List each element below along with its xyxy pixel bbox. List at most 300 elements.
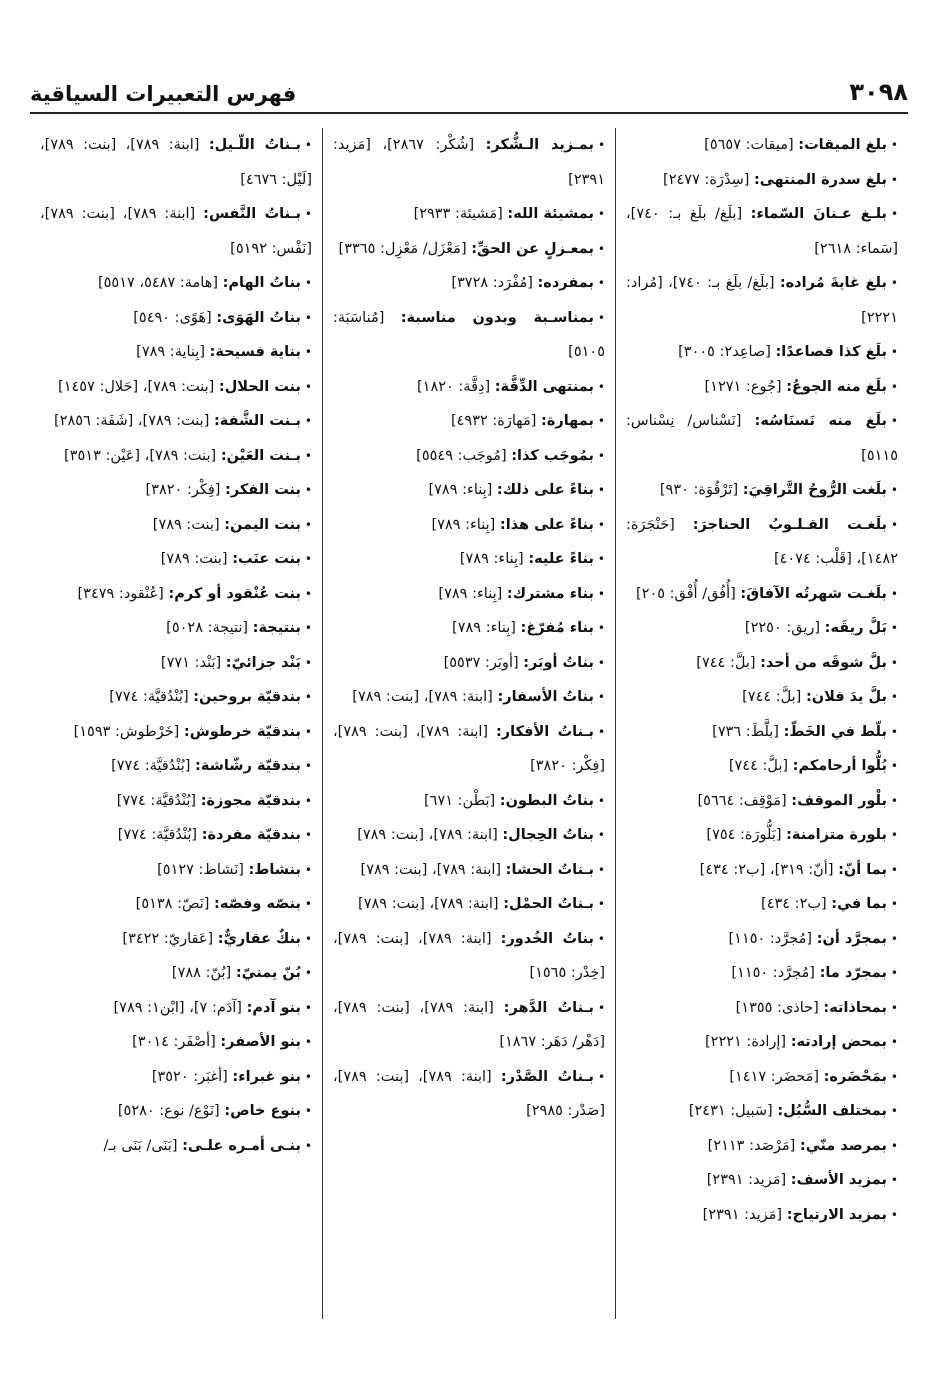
bullet-icon: •: [597, 621, 605, 635]
index-entry: [40, 508, 312, 543]
entry-reference: [أصْفَر: ٣٠١٤]: [132, 1034, 216, 1050]
index-entry: [626, 818, 898, 853]
index-entry: [40, 1129, 312, 1164]
entry-reference: [بَنْد: ٧٧١]: [160, 654, 222, 671]
entry-reference: [سِدْرَة: ٢٤٧٧]: [663, 171, 750, 188]
index-entry: [333, 887, 605, 922]
entry-reference: [حَنْجَرَة: ١٤٨٢]، [قَلْب: ٤٠٧٤]: [626, 516, 898, 567]
index-entry: [40, 646, 312, 681]
bullet-icon: •: [304, 931, 312, 946]
entry-phrase: بـناتُ الحشا:: [505, 861, 594, 878]
entry-phrase: بناتُ الأسفار:: [497, 689, 594, 705]
index-entry: [333, 922, 605, 991]
index-entry: [40, 473, 312, 508]
index-entry: [40, 542, 312, 577]
entry-phrase: بناءً على هذا:: [499, 516, 594, 533]
bullet-icon: •: [597, 828, 605, 842]
running-title: فهرس التعبيرات السياقية: [30, 82, 297, 106]
entry-reference: [مَشيئة: ٢٩٣٣]: [413, 206, 503, 222]
index-entry: [333, 370, 605, 405]
bullet-icon: •: [890, 966, 898, 980]
entry-reference: [مُوجَب: ٥٥٤٩]: [416, 447, 507, 464]
bullet-icon: •: [597, 655, 605, 670]
bullet-icon: •: [890, 690, 898, 704]
bullet-icon: •: [304, 414, 312, 428]
entry-phrase: بمُوجَب كذا:: [511, 447, 594, 464]
entry-phrase: بلَغ منه الجوعُ:: [786, 378, 887, 395]
entry-reference: [نتيجة: ٥٠٢٨]: [166, 620, 249, 636]
bullet-icon: •: [890, 724, 898, 739]
bullet-icon: •: [304, 724, 312, 739]
entry-phrase: بمجرّد ما:: [819, 965, 887, 981]
index-entry: [40, 1025, 312, 1060]
entry-phrase: بمزيد الأسف:: [790, 1172, 887, 1188]
entry-phrase: بمحض إرادته:: [790, 1034, 887, 1050]
bullet-icon: •: [304, 552, 312, 566]
entry-reference: [مُناسَبَة: ٥١٠٥]: [333, 309, 605, 360]
index-entry: [626, 473, 898, 508]
entry-reference: [بلَّطَ: ٧٣٦]: [712, 723, 779, 740]
entry-phrase: بما في:: [831, 896, 887, 912]
entry-reference: [ابنة: ٧٨٩]، [بنت: ٧٨٩]، [خِدْر: ١٥٦٥]: [333, 930, 605, 981]
bullet-icon: •: [597, 276, 605, 290]
index-entry: [333, 646, 605, 681]
entry-reference: [مَزيد: ٢٣٩١]: [706, 1172, 787, 1188]
entry-phrase: بلغ الميقات:: [798, 137, 887, 153]
entry-phrase: بلَغت الرُّوحُ التَّراقِيَ:: [742, 482, 887, 498]
bullet-icon: •: [304, 138, 312, 152]
entry-phrase: بـناتُ الدَّهر:: [503, 999, 594, 1016]
bullet-icon: •: [304, 621, 312, 635]
bullet-icon: •: [304, 586, 312, 601]
entry-reference: [بلَّ: ٧٤٤]: [728, 758, 789, 774]
entry-reference: [ابنة: ٧٨٩]، [بنت: ٧٨٩]، [لَيْل: ٤٦٧٦]: [40, 137, 312, 188]
entry-phrase: بندقيّة بروحين:: [193, 689, 301, 705]
entry-reference: [نَشاط: ٥١٢٧]: [157, 861, 244, 878]
bullet-icon: •: [597, 310, 605, 325]
bullet-icon: •: [304, 862, 312, 877]
bullet-icon: •: [304, 655, 312, 670]
entry-phrase: بمفرده:: [537, 275, 594, 291]
bullet-icon: •: [890, 1138, 898, 1153]
entry-phrase: بناتُ الحِجال:: [502, 827, 594, 843]
index-entry: [333, 1060, 605, 1129]
index-entry: [40, 784, 312, 819]
bullet-icon: •: [597, 483, 605, 497]
index-entry: [40, 922, 312, 957]
index-entry: [40, 749, 312, 784]
entry-phrase: بلَّ شوقَه من أحد:: [760, 654, 887, 671]
index-entry: [626, 266, 898, 335]
index-entry: [626, 404, 898, 473]
entry-phrase: بمرصد منّي:: [799, 1137, 887, 1154]
bullet-icon: •: [304, 1035, 312, 1049]
bullet-icon: •: [890, 621, 898, 635]
entry-reference: [بلَّ: ٧٤٤]: [696, 654, 756, 671]
entry-phrase: بـناتُ الصَّدْر:: [500, 1068, 594, 1085]
entry-reference: [أُفُق/ أُفْق: ٢٠٥]: [635, 585, 736, 602]
index-entry: [333, 232, 605, 267]
index-entry: [626, 370, 898, 405]
page-number: ٣٠٩٨: [849, 78, 908, 106]
index-entry: [333, 991, 605, 1060]
bullet-icon: •: [597, 138, 606, 152]
entry-phrase: بمَحْضَره:: [823, 1068, 887, 1085]
entry-phrase: بنتيجة:: [252, 620, 301, 636]
index-entry: [626, 887, 898, 922]
entry-reference: [نَصّ: ٥١٣٨]: [135, 896, 210, 912]
entry-phrase: بندقيّة مفردة:: [201, 827, 301, 843]
entry-phrase: بـناتُ الحمْل:: [503, 896, 594, 912]
bullet-icon: •: [304, 759, 312, 773]
bullet-icon: •: [890, 1069, 898, 1084]
entry-reference: [أنّ: ٣١٩]، [ب٢: ٤٣٤]: [699, 861, 834, 878]
entry-phrase: بنت عُنْقود أو كرم:: [168, 585, 301, 602]
bullet-icon: •: [304, 517, 312, 532]
bullet-icon: •: [304, 1000, 312, 1015]
entry-reference: [ابنة: ٧٨٩]، [بنت: ٧٨٩]، [صَدْر: ٢٩٨٥]: [333, 1068, 605, 1119]
bullet-icon: •: [597, 448, 605, 463]
index-entry: [40, 197, 312, 266]
bullet-icon: •: [597, 897, 605, 911]
index-entry: [626, 853, 898, 888]
entry-phrase: بناتُ أوبَر:: [523, 654, 594, 671]
entry-reference: [شُكْر: ٢٨٦٧]، [مَزيد: ٢٣٩١]: [333, 137, 605, 188]
bullet-icon: •: [304, 690, 312, 704]
entry-phrase: بلورة متزامنة:: [786, 827, 887, 843]
index-entry: [626, 611, 898, 646]
entry-phrase: بلَّ يدَ فلان:: [805, 689, 887, 705]
entry-reference: [بُنّ: ٧٨٨]: [171, 965, 232, 981]
entry-phrase: بـنت العَيْن:: [220, 447, 301, 464]
entry-reference: [دِقَّة: ١٨٢٠]: [416, 378, 491, 395]
index-entry: [333, 818, 605, 853]
bullet-icon: •: [890, 414, 898, 428]
entry-reference: [بنت: ٧٨٩]، [عَيْن: ٣٥١٣]: [64, 447, 217, 464]
entry-phrase: بلَغ كذا فصاعدًا:: [775, 344, 887, 360]
entry-reference: [بَطْن: ٦٧١]: [423, 792, 496, 809]
bullet-icon: •: [304, 448, 312, 463]
bullet-icon: •: [304, 1104, 312, 1118]
index-columns: [30, 128, 908, 1319]
entry-reference: [مُجرَّد: ١١٥٠]: [728, 930, 813, 947]
index-entry: [626, 197, 898, 266]
bullet-icon: •: [597, 862, 605, 877]
index-entry: [626, 991, 898, 1026]
entry-reference: [نَسْناس/ نِسْناس: ٥١١٥]: [626, 413, 898, 464]
index-entry: [333, 611, 605, 646]
entry-reference: [ابنة: ٧٨٩]، [بنت: ٧٨٩]: [358, 896, 499, 912]
entry-reference: [ريق: ٢٢٥٠]: [744, 620, 821, 636]
entry-phrase: بلَغ منه نَسنَاسُه:: [754, 413, 887, 429]
entry-reference: [بنت: ٧٨٩]: [160, 551, 228, 567]
entry-phrase: بندقيّة خرطوش:: [183, 723, 301, 740]
bullet-icon: •: [597, 414, 605, 428]
bullet-icon: •: [890, 1207, 898, 1222]
entry-reference: [بِناية: ٧٨٩]: [136, 344, 205, 360]
entry-phrase: بنت الفكر:: [225, 482, 301, 498]
entry-reference: [آدَم: ٧]، [ابْن١: ٧٨٩]: [113, 999, 242, 1016]
entry-phrase: بنو غبراء:: [232, 1068, 301, 1085]
index-entry: [626, 1094, 898, 1129]
bullet-icon: •: [304, 379, 312, 394]
entry-reference: [بِناء: ٧٨٩]: [459, 551, 524, 567]
index-entry: [40, 991, 312, 1026]
entry-phrase: بمناسـبة وبدون مناسبة:: [400, 309, 594, 326]
entry-phrase: بمختلف السُّبُل:: [777, 1103, 887, 1119]
entry-phrase: بلغ غايةَ مُراده:: [779, 275, 887, 291]
entry-phrase: بنشاط:: [248, 861, 301, 878]
index-entry: [626, 680, 898, 715]
bullet-icon: •: [304, 897, 312, 911]
bullet-icon: •: [890, 1104, 898, 1118]
entry-reference: [بُنْدُقيَّة: ٧٧٤]: [116, 792, 197, 809]
entry-phrase: بُلُّوا أرحامكم:: [792, 758, 887, 774]
index-entry: [626, 508, 898, 577]
entry-phrase: بَلَّ ريقَه:: [824, 620, 887, 636]
entry-reference: [تَرْقُوَة: ٩٣٠]: [659, 482, 739, 498]
index-entry: [40, 370, 312, 405]
entry-phrase: بُنّ يمنيّ:: [235, 965, 301, 981]
entry-reference: [ميقات: ٥٦٥٧]: [704, 137, 794, 153]
index-entry: [626, 163, 898, 198]
index-entry: [40, 887, 312, 922]
entry-reference: [مَرْصَد: ٢١١٣]: [707, 1137, 796, 1154]
index-entry: [333, 128, 605, 197]
index-entry: [626, 749, 898, 784]
entry-phrase: بنو الأصفر:: [220, 1034, 301, 1050]
bullet-icon: •: [890, 931, 898, 946]
index-entry: [40, 1094, 312, 1129]
bullet-icon: •: [597, 931, 605, 946]
column-left: [30, 128, 323, 1319]
entry-phrase: بنو آدم:: [246, 999, 301, 1016]
index-entry: [626, 128, 898, 163]
entry-phrase: بناء مشترك:: [506, 585, 594, 602]
entry-phrase: بمجرَّد أن:: [816, 930, 887, 947]
bullet-icon: •: [890, 138, 898, 152]
entry-phrase: بَنْد جزائيّ:: [225, 654, 301, 671]
entry-reference: [ابنة: ٧٨٩]، [بنت: ٧٨٩]، [فِكْر: ٣٨٢٠]: [333, 723, 605, 774]
entry-phrase: بـنت الشَّفة:: [214, 413, 301, 429]
index-entry: [333, 542, 605, 577]
entry-reference: [مَزيد: ٢٣٩١]: [702, 1206, 783, 1223]
index-entry: [40, 128, 312, 197]
bullet-icon: •: [890, 759, 898, 773]
entry-phrase: بندقيّة رشّاشة:: [195, 758, 301, 774]
entry-reference: [مُجرَّد: ١١٥٠]: [731, 965, 815, 981]
bullet-icon: •: [597, 241, 605, 256]
entry-phrase: بـناتُ الأفكار:: [495, 723, 594, 740]
entry-phrase: بلْور الموقف:: [791, 792, 887, 809]
entry-reference: [بِناء: ٧٨٩]: [438, 585, 503, 602]
index-entry: [333, 508, 605, 543]
entry-reference: [ابنة: ٧٨٩]، [بنت: ٧٨٩]، [نَفْس: ٥١٩٢]: [40, 206, 312, 257]
entry-reference: [إرادة: ٢٢٢١]: [705, 1034, 787, 1050]
entry-reference: [مَعْزَل/ مَعْزِل: ٣٣٦٥]: [338, 240, 467, 257]
bullet-icon: •: [304, 345, 312, 359]
index-entry: [626, 646, 898, 681]
index-entry: [40, 439, 312, 474]
column-right: [616, 128, 908, 1319]
entry-reference: [بُنْدُقيَّة: ٧٧٤]: [109, 689, 189, 705]
entry-phrase: بمهارة:: [541, 413, 594, 429]
entry-reference: [بلَغ/ بلَغ بـ: ٧٤٠]، [مُراد: ٢٢٢١]: [626, 275, 898, 326]
entry-phrase: بنكٌ عقاريٌّ:: [217, 930, 301, 947]
entry-reference: [سَبيل: ٢٤٣١]: [688, 1103, 773, 1119]
index-entry: [333, 853, 605, 888]
bullet-icon: •: [597, 1069, 606, 1084]
index-entry: [40, 715, 312, 750]
entry-reference: [صاعِد٢: ٣٠٠٥]: [678, 344, 771, 360]
index-entry: [333, 715, 605, 784]
entry-reference: [جُوع: ١٢٧١]: [704, 378, 782, 395]
bullet-icon: •: [890, 483, 898, 497]
entry-phrase: بناء مُفرّغ:: [520, 620, 594, 636]
entry-phrase: بمنتهى الدِّقَّة:: [494, 378, 594, 395]
index-entry: [333, 473, 605, 508]
index-entry: [40, 956, 312, 991]
bullet-icon: •: [597, 517, 605, 532]
index-entry: [333, 404, 605, 439]
entry-reference: [بنت: ٧٨٩]: [152, 516, 220, 533]
index-entry: [333, 266, 605, 301]
entry-phrase: بمشيئة الله:: [507, 206, 594, 222]
entry-phrase: بمزيد الارتياح:: [786, 1206, 887, 1223]
index-entry: [333, 197, 605, 232]
entry-reference: [بُنْدُقيَّة: ٧٧٤]: [117, 827, 198, 843]
bullet-icon: •: [890, 862, 898, 877]
entry-phrase: بنصّه وفصّه:: [214, 896, 301, 912]
bullet-icon: •: [304, 1069, 312, 1084]
entry-phrase: بناتُ الخُدور:: [500, 930, 594, 947]
entry-reference: [حاذى: ١٣٥٥]: [735, 999, 819, 1016]
entry-reference: [بلَغ/ بلَغ بـ: ٧٤٠]، [سَماء: ٢٦١٨]: [626, 206, 898, 257]
entry-phrase: بمعـزلٍ عن الحقِّ:: [471, 240, 594, 257]
entry-reference: [مَهارَة: ٤٩٣٢]: [450, 413, 537, 429]
index-entry: [40, 611, 312, 646]
bullet-icon: •: [597, 207, 605, 221]
index-entry: [40, 301, 312, 336]
entry-reference: [بِناء: ٧٨٩]: [428, 482, 493, 498]
entry-reference: [مُفْرَد: ٣٧٢٨]: [451, 275, 533, 291]
bullet-icon: •: [890, 207, 899, 221]
bullet-icon: •: [597, 552, 605, 566]
entry-reference: [بلَّ: ٧٤٤]: [742, 689, 802, 705]
index-entry: [40, 1060, 312, 1095]
bullet-icon: •: [890, 897, 898, 911]
bullet-icon: •: [597, 586, 605, 601]
index-entry: [626, 784, 898, 819]
entry-phrase: بمحاذاته:: [823, 999, 887, 1016]
header-rule: [30, 112, 908, 114]
entry-reference: [ابنة: ٧٨٩]، [بنت: ٧٨٩]: [360, 861, 502, 878]
index-entry: [626, 335, 898, 370]
bullet-icon: •: [597, 690, 605, 704]
bullet-icon: •: [890, 172, 898, 187]
bullet-icon: •: [304, 1138, 312, 1153]
index-entry: [626, 956, 898, 991]
bullet-icon: •: [890, 586, 898, 601]
entry-phrase: بناءً عليه:: [528, 551, 594, 567]
index-entry: [40, 853, 312, 888]
index-entry: [626, 1198, 898, 1233]
entry-phrase: بلّط في الخَطّ:: [783, 723, 887, 740]
entry-phrase: بنـى أمـره علـى:: [182, 1137, 301, 1154]
bullet-icon: •: [597, 724, 606, 739]
index-entry: [40, 818, 312, 853]
index-entry: [40, 404, 312, 439]
index-entry: [626, 922, 898, 957]
entry-reference: [عَقاريّ: ٣٤٢٢]: [122, 930, 214, 947]
entry-reference: [ابنة: ٧٨٩]، [بنت: ٧٨٩]: [352, 689, 493, 705]
index-entry: [626, 577, 898, 612]
entry-phrase: بـناتُ اللّـيل:: [208, 137, 301, 153]
bullet-icon: •: [597, 1000, 606, 1015]
entry-phrase: بناية فسيحة:: [209, 344, 301, 360]
entry-phrase: بنت اليمن:: [224, 516, 301, 533]
bullet-icon: •: [304, 276, 312, 290]
entry-phrase: بنت عنَب:: [232, 551, 301, 567]
entry-phrase: بناتُ الهام:: [222, 275, 301, 291]
entry-reference: [هَوًى: ٥٤٩٠]: [133, 309, 212, 326]
entry-reference: [أوبَر: ٥٥٣٧]: [443, 654, 519, 671]
entry-reference: [مَوْقِف: ٥٦٦٤]: [697, 792, 787, 809]
bullet-icon: •: [890, 517, 899, 532]
bullet-icon: •: [890, 828, 898, 842]
bullet-icon: •: [597, 793, 605, 808]
entry-reference: [بِناء: ٧٨٩]: [431, 516, 496, 533]
entry-phrase: بناءً على ذلك:: [496, 482, 594, 498]
entry-phrase: بما أنّ:: [838, 861, 887, 878]
entry-phrase: بناتُ البطون:: [499, 792, 594, 809]
bullet-icon: •: [890, 1035, 898, 1049]
entry-reference: [ابنة: ٧٨٩]، [بنت: ٧٨٩]، [دَهْر/ دَهَر: ١٨٦٧]: [333, 999, 605, 1050]
index-entry: [333, 577, 605, 612]
bullet-icon: •: [890, 655, 898, 670]
entry-reference: [بَنَى/ بَنَى بـ/: [103, 1137, 178, 1154]
entry-reference: [خَرْطوش: ١٥٩٣]: [73, 723, 180, 740]
entry-phrase: بـناتُ النَّفس:: [203, 206, 301, 222]
entry-phrase: بلـغ عـنانَ السّماء:: [750, 206, 887, 222]
entry-reference: [بِناء: ٧٨٩]: [452, 620, 516, 636]
index-entry: [626, 1025, 898, 1060]
bullet-icon: •: [890, 1173, 898, 1187]
entry-phrase: بلَغـت القـلـوبُ الحناجرَ:: [692, 516, 887, 533]
entry-reference: [بنت: ٧٨٩]، [شَفَة: ٢٨٥٦]: [54, 413, 210, 429]
bullet-icon: •: [304, 793, 312, 808]
index-entry: [626, 1129, 898, 1164]
entry-reference: [بنت: ٧٨٩]، [حَلال: ١٤٥٧]: [58, 378, 215, 395]
entry-phrase: بنوع خاص:: [224, 1103, 301, 1119]
entry-reference: [ب٢: ٤٣٤]: [761, 896, 827, 912]
entry-reference: [بَلُّورَة: ٧٥٤]: [706, 827, 782, 843]
index-entry: [626, 715, 898, 750]
entry-phrase: بمـزيد الـشُّكر:: [485, 137, 594, 153]
index-entry: [333, 439, 605, 474]
entry-reference: [أغبَر: ٣٥٢٠]: [151, 1068, 228, 1085]
entry-reference: [مَحضَر: ١٤١٧]: [729, 1068, 820, 1085]
index-entry: [40, 680, 312, 715]
entry-reference: [هامة: ٥٤٨٧، ٥٥١٧]: [97, 275, 219, 291]
index-entry: [333, 680, 605, 715]
bullet-icon: •: [304, 483, 312, 497]
entry-reference: [نَوْع/ نوع: ٥٢٨٠]: [117, 1103, 220, 1119]
index-entry: [40, 266, 312, 301]
bullet-icon: •: [890, 345, 898, 359]
entry-reference: [ابنة: ٧٨٩]، [بنت: ٧٨٩]: [357, 827, 498, 843]
entry-phrase: بندقيّة مجوزة:: [200, 792, 301, 809]
